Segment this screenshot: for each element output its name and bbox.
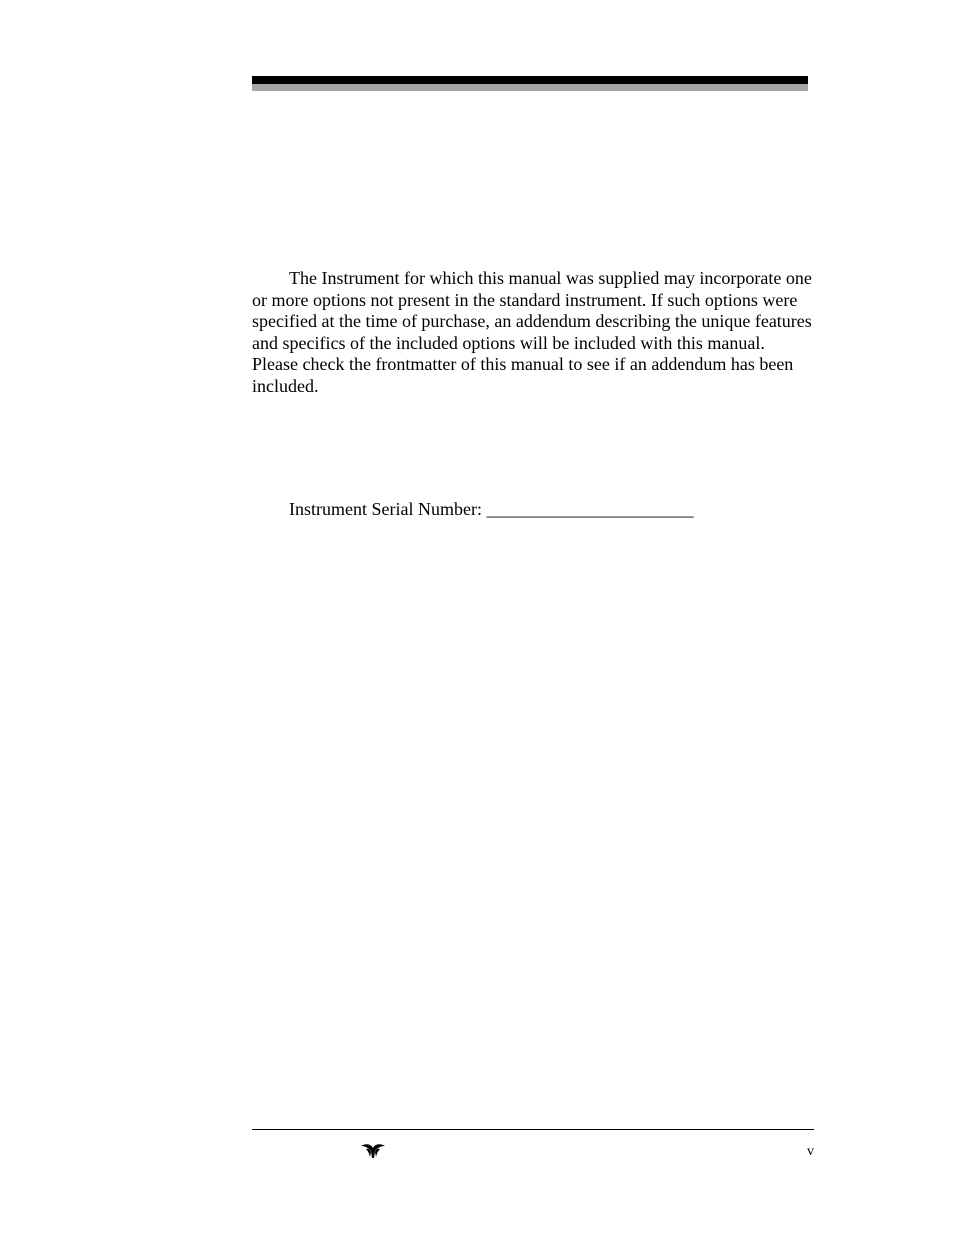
options-notice-paragraph: The Instrument for which this manual was supplied may incorporate one or more options not present in the standard instrument. If such options were specified at the time of purchase, an addendum describing the unique features and specifics of the included options will be included with this manual. Please check the frontmatter of this manual to see if an addendum has been included. <box>252 268 812 396</box>
serial-number-label: Instrument Serial Number: <box>289 499 482 519</box>
header-rule <box>252 76 808 92</box>
footer-rule <box>252 1129 814 1130</box>
teledyne-logo-icon <box>360 1143 386 1159</box>
page-number: v <box>807 1144 814 1159</box>
header-rule-black <box>252 76 808 84</box>
serial-number-blank: _______________________ <box>486 499 694 519</box>
header-rule-shadow <box>252 84 808 91</box>
serial-number-line <box>289 498 693 520</box>
